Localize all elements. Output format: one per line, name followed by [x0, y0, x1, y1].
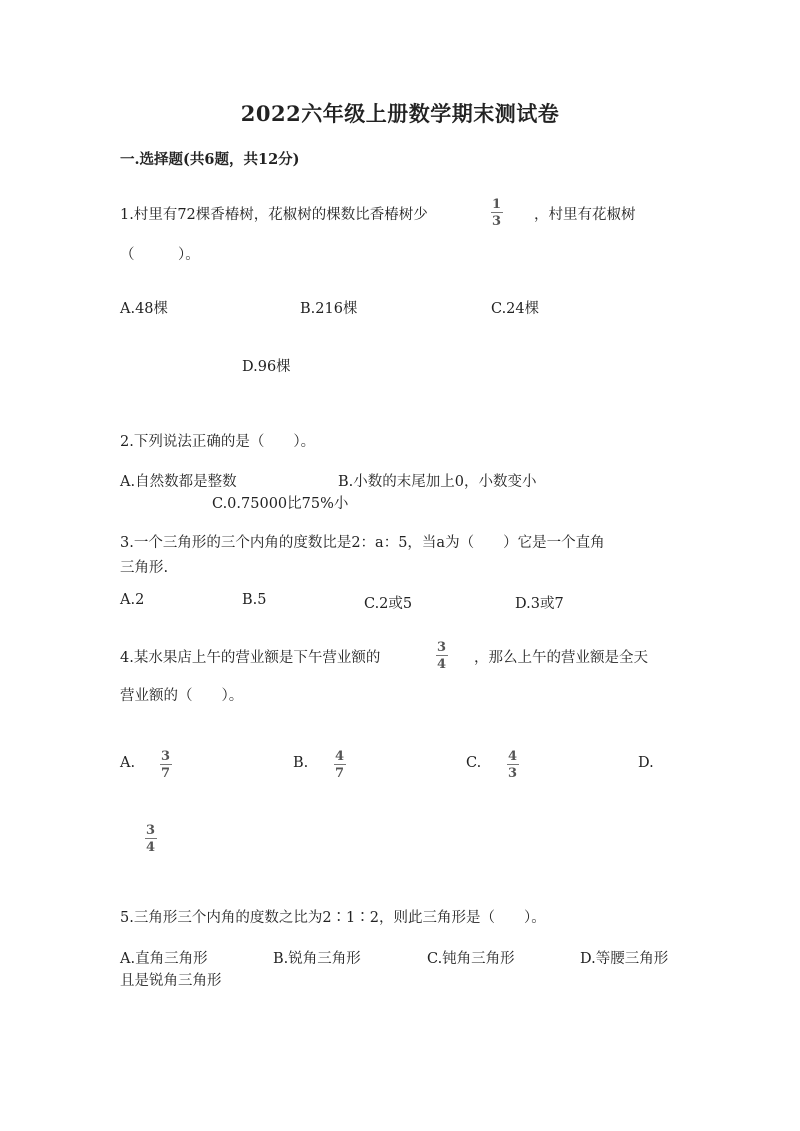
question-1-option-b: B.216棵 [300, 301, 358, 317]
question-4-option-d-fraction [144, 824, 157, 854]
question-1-stem-a: 1.村里有72棵香椿树，花椒树的棵数比香椿树少 [120, 207, 428, 223]
fraction-denominator: 4 [146, 840, 156, 855]
fraction-numerator: 3 [437, 640, 447, 655]
fraction-denominator: 3 [492, 214, 502, 229]
question-4-stem-a: 4.某水果店上午的营业额是下午营业额的 [120, 650, 381, 666]
question-1-stem-c: （ ）。 [120, 247, 200, 263]
fraction-numerator: 4 [335, 749, 345, 764]
question-5-option-d-continuation: 且是锐角三角形 [120, 973, 222, 989]
question-3-stem-line-1: 3.一个三角形的三个内角的度数比是2：a：5，当a为（ ）它是一个直角 [120, 535, 605, 551]
fraction-numerator: 3 [146, 823, 156, 838]
question-4-fraction [435, 641, 448, 671]
question-4-option-c-label: C. [466, 755, 482, 771]
question-1-option-a: A.48棵 [120, 301, 169, 317]
question-3-option-b: B.5 [242, 592, 267, 608]
fraction-numerator: 1 [492, 197, 502, 212]
fraction-denominator: 4 [437, 657, 447, 672]
question-3-option-d: D.3或7 [515, 596, 564, 612]
question-5-option-a: A.直角三角形 [120, 951, 208, 967]
page-title: 2022六年级上册数学期末测试卷 [240, 101, 560, 126]
question-1-option-d: D.96棵 [242, 359, 291, 375]
question-5-stem: 5.三角形三个内角的度数之比为2∶1∶2，则此三角形是（ ）。 [120, 910, 546, 926]
question-5-option-c: C.钝角三角形 [427, 951, 515, 967]
question-3-stem-line-2: 三角形. [120, 560, 169, 576]
fraction-denominator: 7 [161, 766, 171, 781]
question-2-option-b: B.小数的末尾加上0，小数变小 [338, 474, 537, 490]
question-4-option-a-label: A. [120, 755, 136, 771]
question-1-stem-b: ，村里有花椒树 [534, 207, 636, 223]
question-2-option-a: A.自然数都是整数 [120, 474, 237, 490]
fraction-numerator: 4 [508, 749, 518, 764]
question-3-option-c: C.2或5 [364, 596, 413, 612]
question-1-option-c: C.24棵 [491, 301, 540, 317]
question-4-option-d-label: D. [638, 755, 654, 771]
fraction-denominator: 7 [335, 766, 345, 781]
question-4-option-b-label: B. [293, 755, 309, 771]
fraction-denominator: 3 [508, 766, 518, 781]
question-2-stem: 2.下列说法正确的是（ ）。 [120, 434, 316, 450]
section-heading: 一.选择题(共6题，共12分) [120, 151, 300, 168]
question-3-option-a: A.2 [120, 592, 145, 608]
question-4-stem-c: 营业额的（ ）。 [120, 688, 244, 704]
question-1-fraction [490, 198, 503, 228]
question-2-option-c: C.0.75000比75%小 [212, 496, 349, 512]
question-5-option-d: D.等腰三角形 [580, 951, 669, 967]
question-4-stem-b: ，那么上午的营业额是全天 [474, 650, 648, 666]
question-4-option-a-fraction [159, 750, 172, 780]
question-5-option-b: B.锐角三角形 [273, 951, 361, 967]
fraction-numerator: 3 [161, 749, 171, 764]
question-4-option-c-fraction [506, 750, 519, 780]
question-4-option-b-fraction [333, 750, 346, 780]
